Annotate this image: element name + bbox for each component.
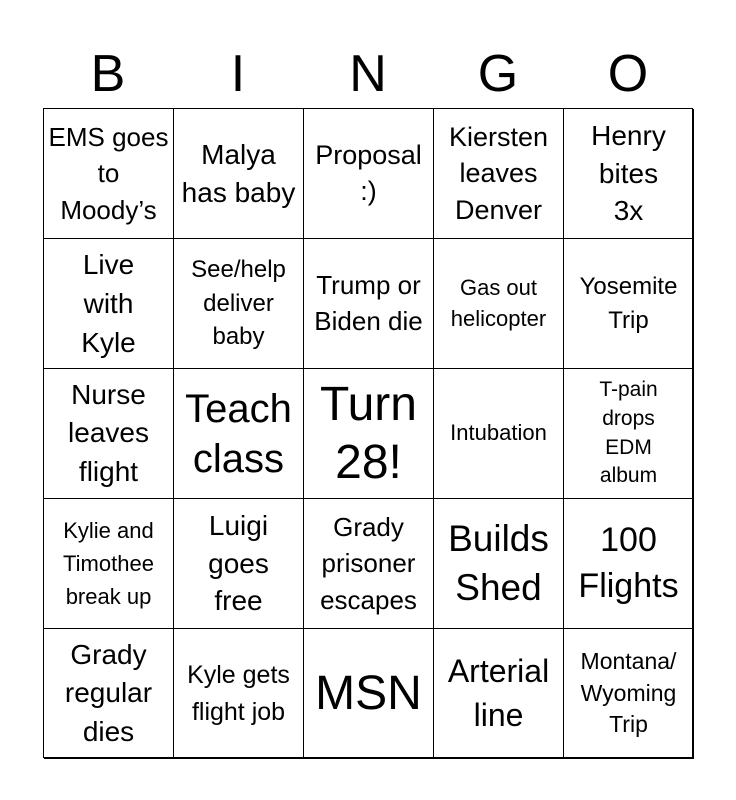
bingo-cell[interactable]: Turn 28! — [304, 369, 434, 499]
bingo-cell[interactable]: Grady regular dies — [44, 629, 174, 759]
header-letter-i: I — [230, 45, 246, 103]
bingo-cell[interactable]: Nurse leaves flight — [44, 369, 174, 499]
bingo-cell[interactable]: EMS goes to Moody’s — [44, 109, 174, 239]
bingo-cell[interactable]: Builds Shed — [434, 499, 564, 629]
bingo-cell[interactable]: Yosemite Trip — [564, 239, 694, 369]
bingo-cell[interactable]: Luigi goes free — [174, 499, 304, 629]
bingo-cell[interactable]: Gas out helicopter — [434, 239, 564, 369]
bingo-cell[interactable]: Teach class — [174, 369, 304, 499]
bingo-header — [43, 40, 693, 108]
bingo-cell[interactable]: Kylie and Timothee break up — [44, 499, 174, 629]
bingo-grid — [43, 108, 693, 758]
bingo-cell[interactable]: Montana/ Wyoming Trip — [564, 629, 694, 759]
bingo-cell[interactable]: 100 Flights — [564, 499, 694, 629]
header-letter-o: O — [607, 45, 649, 103]
bingo-cell[interactable]: Henry bites 3x — [564, 109, 694, 239]
bingo-cell[interactable]: Kiersten leaves Denver — [434, 109, 564, 239]
bingo-cell[interactable]: Proposal :) — [304, 109, 434, 239]
bingo-cell[interactable]: Arterial line — [434, 629, 564, 759]
bingo-cell[interactable]: See/help deliver baby — [174, 239, 304, 369]
bingo-cell[interactable]: Live with Kyle — [44, 239, 174, 369]
bingo-cell[interactable]: Kyle gets flight job — [174, 629, 304, 759]
bingo-cell[interactable]: Intubation — [434, 369, 564, 499]
bingo-cell[interactable]: MSN — [304, 629, 434, 759]
header-letter-b: B — [90, 45, 126, 103]
header-letter-g: G — [477, 45, 519, 103]
bingo-cell[interactable]: Malya has baby — [174, 109, 304, 239]
bingo-cell[interactable]: Grady prisoner escapes — [304, 499, 434, 629]
bingo-cell[interactable]: T-pain drops EDM album — [564, 369, 694, 499]
header-letter-n: N — [349, 45, 387, 103]
bingo-cell[interactable]: Trump or Biden die — [304, 239, 434, 369]
